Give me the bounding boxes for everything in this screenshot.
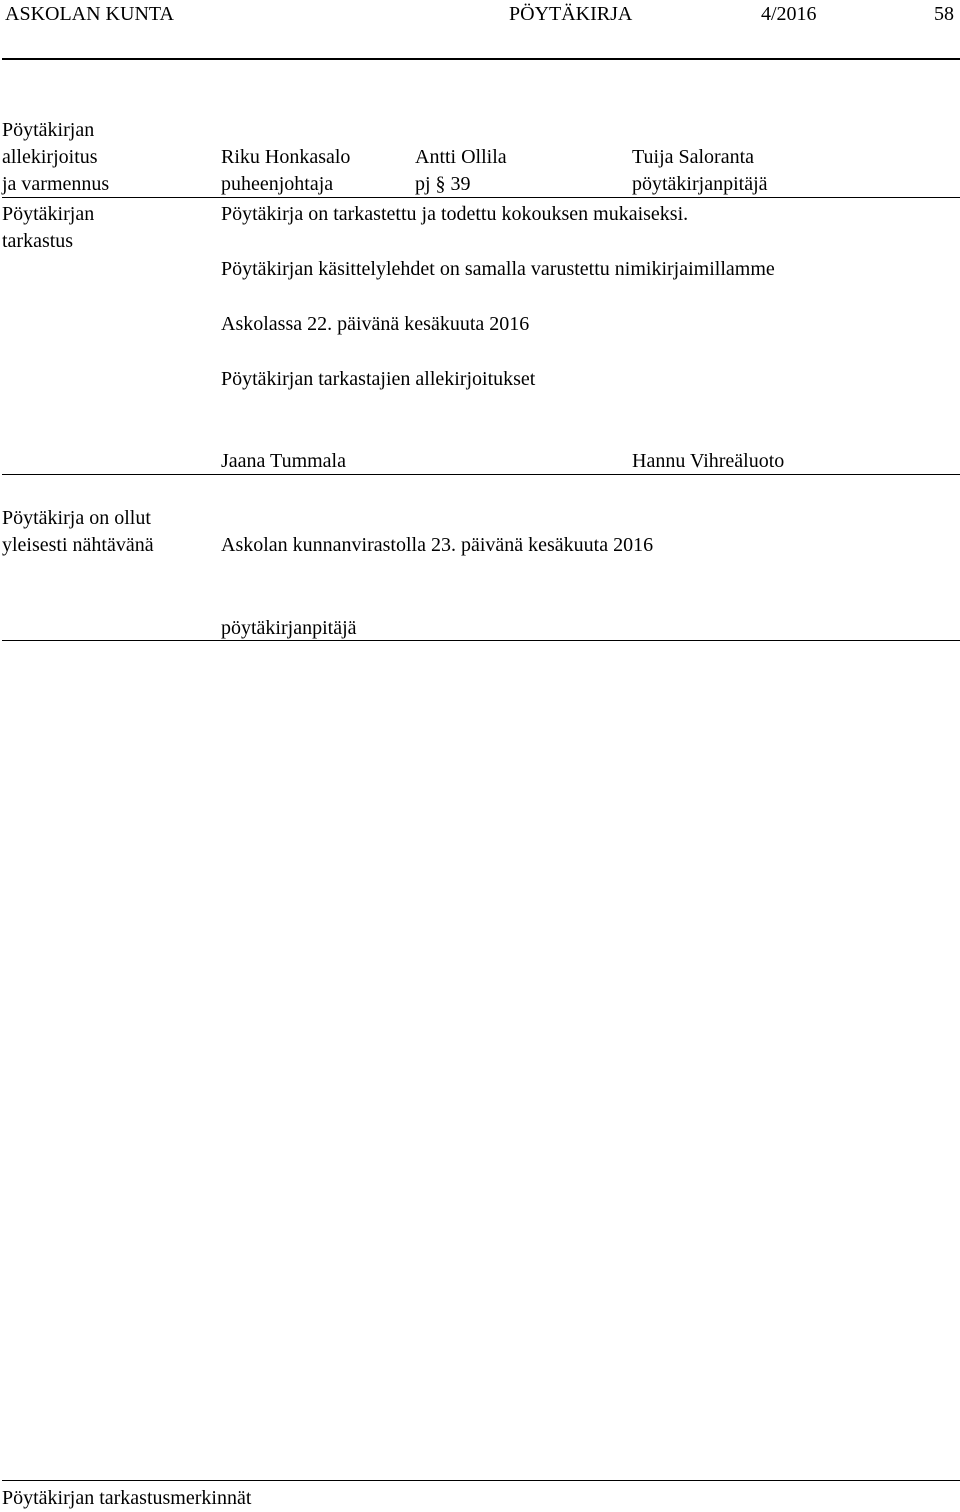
header-divider <box>2 58 960 60</box>
public-signer-role: pöytäkirjanpitäjä <box>221 617 357 639</box>
signatures-label-line1: Pöytäkirjan <box>2 119 95 141</box>
second-signer-name: Antti Ollila <box>415 146 507 168</box>
page-number: 58 <box>934 3 954 25</box>
document-number: 4/2016 <box>761 3 817 25</box>
footer-divider <box>2 1480 960 1481</box>
reviewer-signatures-caption: Pöytäkirjan tarkastajien allekirjoitukset <box>221 368 536 390</box>
signatures-label-line3: ja varmennus <box>2 173 110 195</box>
reviewer-1-name: Jaana Tummala <box>221 450 346 472</box>
review-divider <box>2 474 960 475</box>
footer-label: Pöytäkirjan tarkastusmerkinnät <box>2 1487 252 1509</box>
signatures-divider <box>2 197 960 198</box>
review-place-date: Askolassa 22. päivänä kesäkuuta 2016 <box>221 313 530 335</box>
secretary-name: Tuija Saloranta <box>632 146 755 168</box>
review-label-line2: tarkastus <box>2 230 74 252</box>
second-signer-role: pj § 39 <box>415 173 471 195</box>
document-type: PÖYTÄKIRJA <box>509 3 633 25</box>
public-label-line1: Pöytäkirja on ollut <box>2 507 151 529</box>
review-statement: Pöytäkirja on tarkastettu ja todettu kokouksen mukaiseksi. <box>221 203 689 225</box>
chair-name: Riku Honkasalo <box>221 146 351 168</box>
public-location-date: Askolan kunnanvirastolla 23. päivänä kesäkuuta 2016 <box>221 534 654 556</box>
reviewer-2-name: Hannu Vihreäluoto <box>632 450 785 472</box>
public-divider <box>2 640 960 641</box>
secretary-role: pöytäkirjanpitäjä <box>632 173 768 195</box>
chair-role: puheenjohtaja <box>221 173 334 195</box>
signatures-label-line2: allekirjoitus <box>2 146 98 168</box>
public-label-line2: yleisesti nähtävänä <box>2 534 154 556</box>
review-label-line1: Pöytäkirjan <box>2 203 95 225</box>
municipality-name: ASKOLAN KUNTA <box>5 3 174 25</box>
initials-note: Pöytäkirjan käsittelylehdet on samalla varustettu nimikirjaimillamme <box>221 258 775 280</box>
